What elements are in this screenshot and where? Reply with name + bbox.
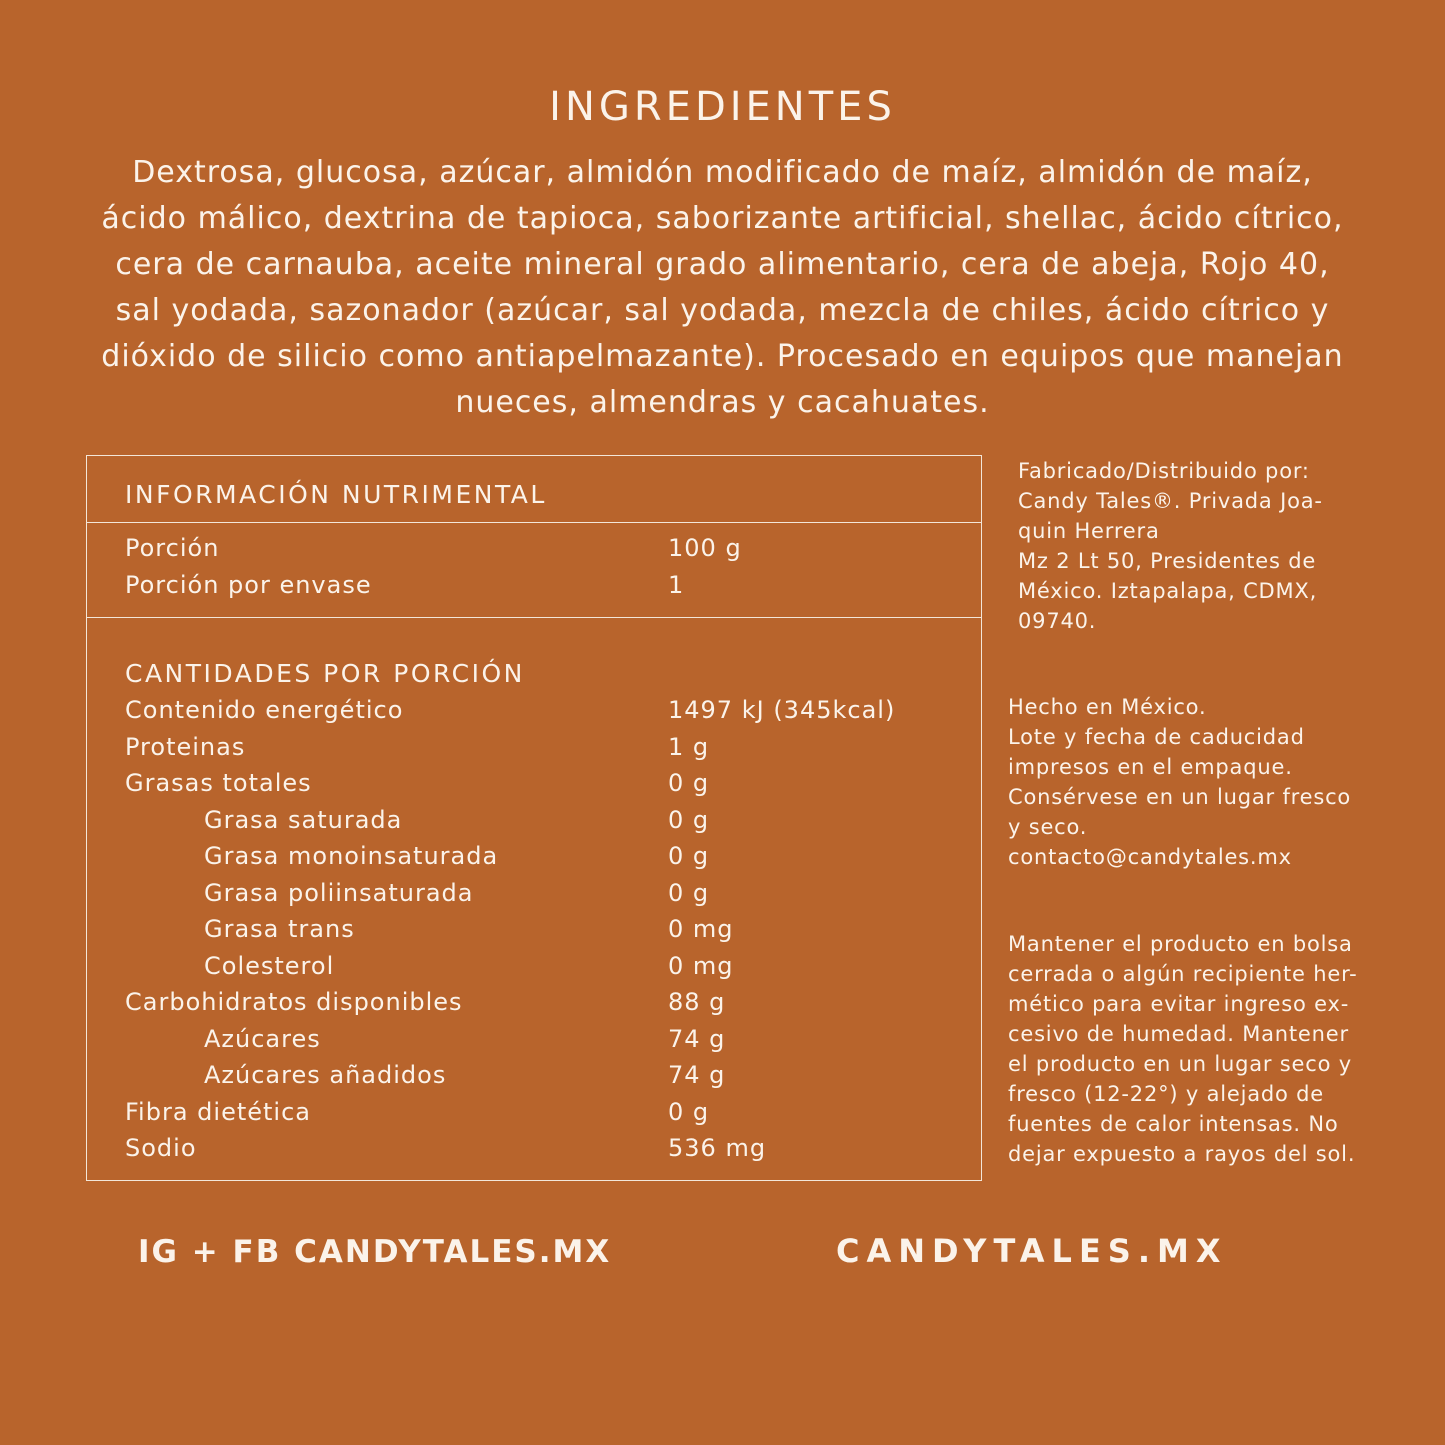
nutrition-facts-table	[86, 455, 982, 1181]
nutrient-label: Carbohidratos disponibles	[125, 988, 463, 1016]
servings-per-package-value: 1	[668, 570, 685, 599]
ingredients-line: cera de carnauba, aceite mineral grado alimentario, cera de abeja, Rojo 40,	[115, 247, 1330, 282]
nutrient-label: Grasa monoinsaturada	[204, 842, 499, 870]
nutrient-label: Proteinas	[125, 732, 246, 761]
ingredients-line: dióxido de silicio como antiapelmazante). Procesado en equipos que manejan	[101, 339, 1344, 374]
manufacturer-info: Fabricado/Distribuido por: Candy Tales®. Privada Joa- quin Herrera Mz 2 Lt 50, Presidentes de México. Iztapalapa, CDMX, 09740.	[1018, 459, 1323, 633]
nutrient-value: 0 g	[668, 878, 710, 907]
serving-info	[125, 534, 981, 607]
amounts-title: CANTIDADES POR PORCIÓN	[125, 659, 525, 688]
ingredients-line: sal yodada, sazonador (azúcar, sal yodada, mezcla de chiles, ácido cítrico y	[115, 293, 1330, 328]
nutrient-value: 0 g	[668, 805, 710, 834]
origin-info: Hecho en México. Lote y fecha de caducidad impresos en el empaque. Consérvese en un lugar fresco y seco. contacto@candytales.mx	[1008, 695, 1352, 869]
website: CANDYTALES.MX	[836, 1232, 1228, 1270]
nutrient-row	[125, 696, 981, 733]
nutrient-row	[125, 806, 981, 843]
divider	[87, 617, 981, 618]
ingredients-line: nueces, almendras y cacahuates.	[455, 385, 990, 420]
nutrient-value: 536 mg	[668, 1134, 767, 1162]
nutrient-row	[125, 1134, 981, 1171]
nutrient-list	[125, 696, 981, 1171]
nutrient-row	[125, 1025, 981, 1062]
nutrient-row	[125, 952, 981, 989]
storage-instructions: Mantener el producto en bolsa cerrada o algún recipiente her- mético para evitar ingreso ex- cesivo de humedad. Mantener el producto en un lugar seco y fresco (12-22°) y alejado de fuentes de calor intensas. No dejar expuesto a rayos del sol.	[1008, 932, 1358, 1166]
nutrient-value: 0 mg	[668, 915, 734, 943]
nutrient-row	[125, 879, 981, 916]
nutrient-label: Grasa trans	[204, 915, 355, 943]
nutrient-label: Azúcares añadidos	[204, 1061, 447, 1089]
nutrient-row	[125, 1061, 981, 1098]
social-handles: IG + FB CANDYTALES.MX	[138, 1234, 612, 1270]
nutrient-row	[125, 842, 981, 879]
ingredients-line: Dextrosa, glucosa, azúcar, almidón modificado de maíz, almidón de maíz,	[132, 155, 1313, 190]
nutrient-row	[125, 733, 981, 770]
nutrient-value: 1497 kJ (345kcal)	[668, 696, 896, 724]
nutrient-label: Grasas totales	[125, 769, 312, 797]
nutrient-value: 0 mg	[668, 951, 734, 980]
servings-per-package-row	[125, 571, 981, 608]
nutrient-value: 74 g	[668, 1024, 726, 1053]
ingredients-title: INGREDIENTES	[549, 84, 896, 130]
serving-value: 100 g	[668, 534, 742, 562]
ingredients-line: ácido málico, dextrina de tapioca, saborizante artificial, shellac, ácido cítrico,	[101, 201, 1344, 236]
nutrient-value: 88 g	[668, 988, 726, 1016]
nutrient-label: Sodio	[125, 1134, 197, 1162]
nutrient-label: Azúcares	[204, 1024, 321, 1053]
serving-row	[125, 534, 981, 571]
nutrient-label: Colesterol	[204, 951, 335, 980]
nutrition-title: INFORMACIÓN NUTRIMENTAL	[125, 480, 547, 509]
nutrient-value: 0 g	[668, 769, 710, 797]
ingredients-text	[80, 150, 1365, 426]
nutrient-row	[125, 1098, 981, 1135]
nutrient-label: Fibra dietética	[125, 1097, 311, 1126]
nutrient-value: 0 g	[668, 842, 710, 870]
servings-per-package-label: Porción por envase	[125, 570, 372, 599]
nutrient-label: Grasa poliinsaturada	[204, 878, 474, 907]
nutrient-row	[125, 915, 981, 952]
nutrient-row	[125, 988, 981, 1025]
serving-label: Porción	[125, 534, 220, 562]
nutrient-value: 0 g	[668, 1097, 710, 1126]
nutrient-value: 1 g	[668, 732, 710, 761]
nutrient-label: Grasa saturada	[204, 805, 403, 834]
nutrient-row	[125, 769, 981, 806]
nutrient-label: Contenido energético	[125, 696, 404, 724]
nutrient-value: 74 g	[668, 1061, 726, 1089]
divider	[87, 522, 981, 523]
